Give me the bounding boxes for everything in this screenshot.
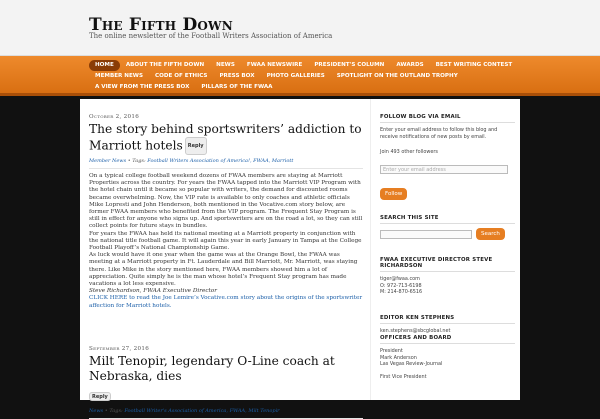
main-nav: [0, 56, 600, 96]
post-signature: Steve Richardson, FWAA Executive Director: [89, 288, 217, 295]
nav-item-about[interactable]: ABOUT THE FIFTH DOWN: [125, 61, 205, 68]
widget-title: OFFICERS AND BOARD: [380, 335, 515, 344]
editor-widget: [380, 315, 515, 335]
post: [89, 114, 363, 310]
nav-item-outland-trophy[interactable]: SPOTLIGHT ON THE OUTLAND TROPHY: [336, 72, 458, 79]
director-widget: [380, 257, 515, 296]
post-body: [89, 173, 363, 310]
post-paragraph: For years the FWAA has held its national meeting at a Marriott property in conjunction with the national title football game. It will again this year in early January in Tampa at the College Football Playoff’s National Championship Game.: [89, 230, 362, 252]
post-meta: [89, 158, 363, 164]
widget-title: EDITOR KEN STEPHENS: [380, 315, 515, 324]
post-title[interactable]: [89, 122, 363, 155]
post-title-text[interactable]: The story behind sportswriters’ addiction to Marriott hotels: [89, 122, 362, 153]
nav-row-1: [89, 60, 518, 71]
nav-item-pillars[interactable]: PILLARS OF THE FWAA: [201, 83, 273, 90]
site-header: [0, 0, 600, 56]
director-mobile-phone: M: 214-870-6516: [380, 289, 423, 296]
nav-item-newswire[interactable]: FWAA NEWSWIRE: [246, 61, 303, 68]
search-widget: [380, 215, 515, 240]
site-tagline: The online newsletter of the Football Writers Association of America: [89, 32, 333, 40]
director-office-phone: O: 972-713-6198: [380, 282, 422, 289]
nav-item-awards[interactable]: AWARDS: [396, 61, 424, 68]
tags-label: Tags:: [132, 158, 146, 164]
post-date: September 27, 2016: [89, 346, 150, 352]
widget-title: FWAA EXECUTIVE DIRECTOR STEVE RICHARDSON: [380, 257, 515, 272]
nav-item-home[interactable]: HOME: [89, 60, 120, 71]
post-paragraph: On a typical college football weekend dozens of FWAA members are staying at Marriott Properties across the country. For years the FWAA tapped into the Marriott VIP Program with the hotel chain until it became so popular with writers, the demand for discounted rooms became overwhelming. Now, the VIP rate is available to only coaches and athletic officials Mike Lopresti and John Henderson, both mentioned in the Vocative.com story below, are former FWAA members who benefited from the VIP program. The Frequent Stay Program is still in effect for anyone who signs up. And sportswriters are on the road a lot, so they can still collect points for future stays in bundles.: [89, 173, 363, 230]
nav-item-view-from-press-box[interactable]: A VIEW FROM THE PRESS BOX: [95, 83, 190, 90]
officer-line: Mark Anderson: [380, 354, 417, 361]
nav-item-press-box[interactable]: PRESS BOX: [219, 72, 255, 79]
post-date: October 2, 2016: [89, 114, 140, 120]
editor-email[interactable]: ken.stephens@sbcglobal.net: [380, 328, 451, 334]
divider: [89, 168, 363, 169]
tags-links[interactable]: Football Writers Association of America!, FWAA, Marriott: [147, 158, 294, 164]
reply-button[interactable]: Reply: [185, 137, 207, 155]
officers-widget: [380, 335, 515, 381]
officer-line: First Vice President: [380, 374, 427, 381]
director-contact: [380, 276, 515, 296]
nav-item-best-writing[interactable]: BEST WRITING CONTEST: [435, 61, 513, 68]
meta-separator: •: [127, 158, 133, 164]
category-link[interactable]: Member News: [89, 158, 127, 164]
read-story-link[interactable]: CLICK HERE to read the Joe Lemire’s Vocative.com story about the origins of the sportswriter affection for Marriott hotels.: [89, 295, 363, 309]
post-title-text[interactable]: Milt Tenopir, legendary O-Line coach at Nebraska, dies: [89, 354, 335, 383]
post: [89, 346, 363, 419]
widget-title: FOLLOW BLOG VIA EMAIL: [380, 114, 515, 123]
nav-row-3: [89, 82, 279, 93]
nav-item-photo-galleries[interactable]: PHOTO GALLERIES: [266, 72, 325, 79]
officer-line: President: [380, 348, 403, 354]
officer-line: [380, 368, 515, 375]
nav-item-member-news[interactable]: MEMBER NEWS: [95, 72, 143, 79]
nav-item-code-of-ethics[interactable]: CODE OF ETHICS: [155, 72, 208, 79]
site-title[interactable]: The Fifth Down: [89, 15, 233, 35]
officers-list: [380, 348, 515, 381]
search-row: [380, 228, 515, 240]
director-email[interactable]: tiger@fwaa.com: [380, 276, 420, 282]
main-content: [80, 99, 370, 414]
nav-row-2: [89, 71, 464, 82]
nav-item-news[interactable]: NEWS: [216, 61, 235, 68]
post-paragraph: As luck would have it one year when the game was at the Orange Bowl, the FWAA was meeting at a Marriott property in Ft. Lauderdale and Bill Marriott, Mr. Marriott, was staying there. Like Mike in the story mentioned here, FWAA members showed him a lot of appreciation. Quite simply he is the man whose hotel’s Frequent Stay program has made vacations a lot less expensive.: [89, 252, 358, 288]
search-input[interactable]: [380, 230, 472, 239]
post-title[interactable]: [89, 354, 363, 384]
followers-count: Join 493 other followers: [380, 149, 438, 156]
tags-links[interactable]: Football Writer's Association of America, FWAA, Milt Tenopir: [124, 408, 280, 414]
widget-title: SEARCH THIS SITE: [380, 215, 515, 224]
officer-line: Las Vegas Review-Journal: [380, 361, 443, 368]
tags-label: Tags:: [109, 408, 123, 414]
email-input[interactable]: [380, 165, 508, 174]
follow-description: Enter your email address to follow this blog and receive notifications of new posts by email.: [380, 127, 498, 140]
nav-item-presidents-column[interactable]: PRESIDENT'S COLUMN: [314, 61, 385, 68]
search-button[interactable]: Search: [476, 228, 505, 240]
post-meta: [89, 408, 363, 414]
meta-separator: •: [104, 408, 110, 414]
follow-widget: [380, 114, 515, 200]
sidebar: [370, 99, 520, 400]
reply-button[interactable]: Reply: [89, 392, 111, 401]
category-link[interactable]: News: [89, 408, 104, 414]
follow-button[interactable]: Follow: [380, 188, 407, 200]
